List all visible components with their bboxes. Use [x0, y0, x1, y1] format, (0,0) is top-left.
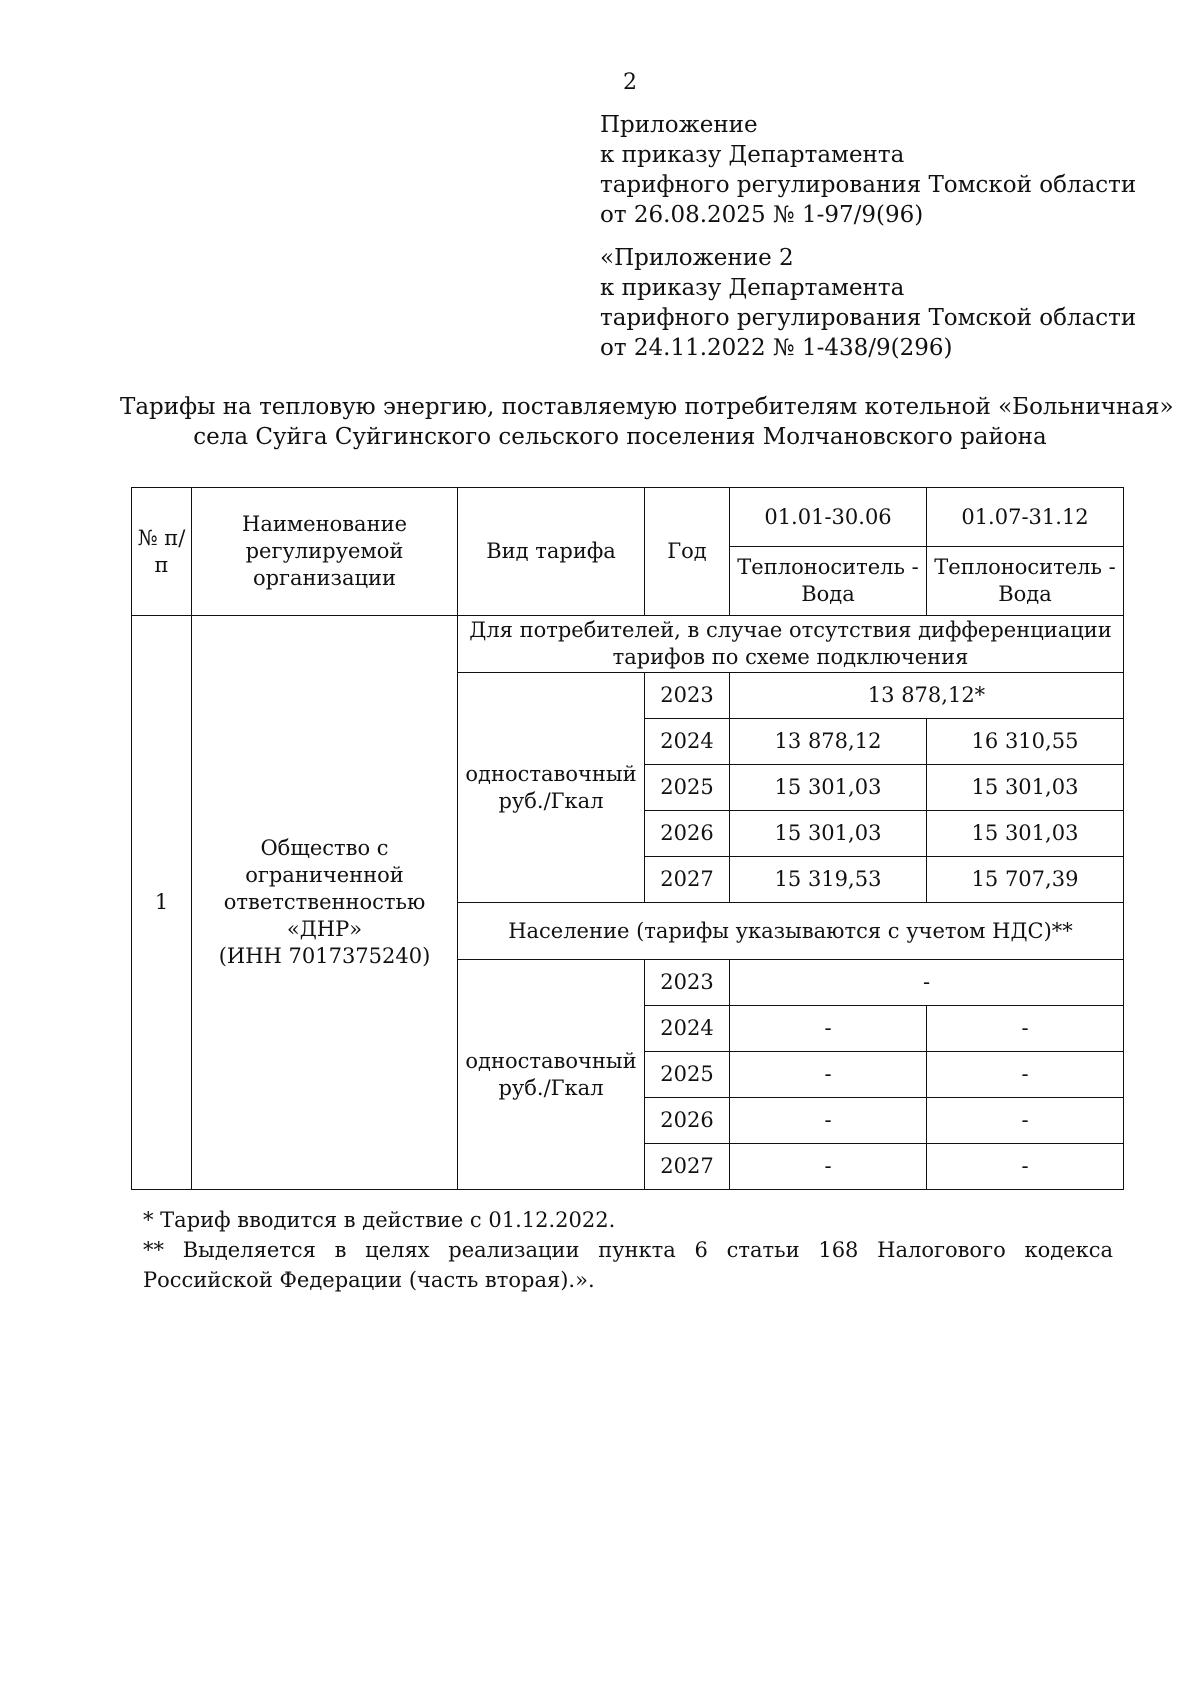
appendix-line: «Приложение 2: [600, 245, 794, 271]
org-line: ограниченной: [245, 863, 404, 887]
value-cell-h1: -: [730, 1098, 927, 1144]
header-period-1: 01.01-30.06: [730, 488, 927, 547]
value-cell-h1: 15 319,53: [730, 857, 927, 903]
org-line: ответственностью: [223, 890, 426, 914]
header-tariff-type: Вид тарифа: [458, 488, 645, 616]
value-cell-h1: -: [730, 1144, 927, 1190]
year-cell: 2025: [645, 765, 730, 811]
value-cell-merged: 13 878,12*: [730, 673, 1124, 719]
previous-appendix-header: [600, 243, 1136, 363]
value-cell-h2: -: [927, 1144, 1124, 1190]
header-num: № п/п: [132, 488, 192, 616]
page-number: 2: [623, 70, 637, 95]
value-cell-h2: 15 301,03: [927, 765, 1124, 811]
appendix-line: от 24.11.2022 № 1-438/9(296): [600, 335, 953, 361]
header-row: [132, 488, 1124, 547]
appendix-line: от 26.08.2025 № 1-97/9(96): [600, 202, 924, 228]
value-cell-h1: -: [730, 1052, 927, 1098]
footnote-2: ** Выделяется в целях реализации пункта 6 статьи 168 Налогового кодекса Российской Федерации (часть вторая).».: [143, 1238, 1113, 1292]
value-cell-h2: -: [927, 1052, 1124, 1098]
appendix-header: [600, 110, 1136, 230]
tariff-type-cell: одноставочный руб./Гкал: [458, 960, 645, 1190]
year-cell: 2026: [645, 1098, 730, 1144]
year-cell: 2025: [645, 1052, 730, 1098]
value-cell-h1: 15 301,03: [730, 765, 927, 811]
value-cell-h2: 15 707,39: [927, 857, 1124, 903]
value-cell-h2: 15 301,03: [927, 811, 1124, 857]
appendix-line: тарифного регулирования Томской области: [600, 305, 1137, 331]
organization-cell: [192, 616, 458, 1190]
group-title: Население (тарифы указываются с учетом НДС)**: [458, 903, 1124, 960]
year-cell: 2026: [645, 811, 730, 857]
org-line: (ИНН 7017375240): [218, 944, 431, 968]
group-header-row: [132, 616, 1124, 673]
header-year: Год: [645, 488, 730, 616]
org-line: Общество с: [260, 836, 389, 860]
row-number-cell: 1: [132, 616, 192, 1190]
value-cell-h2: -: [927, 1006, 1124, 1052]
header-carrier-2: Теплоноситель - Вода: [927, 547, 1124, 616]
year-cell: 2023: [645, 960, 730, 1006]
appendix-line: к приказу Департамента: [600, 142, 905, 168]
value-cell-h1: 15 301,03: [730, 811, 927, 857]
appendix-line: тарифного регулирования Томской области: [600, 172, 1137, 198]
tariff-table: [131, 487, 1124, 1190]
document-title: [120, 392, 1174, 452]
header-period-2: 01.07-31.12: [927, 488, 1124, 547]
title-line: села Суйга Суйгинского сельского поселения Молчановского района: [193, 424, 1047, 450]
year-cell: 2027: [645, 857, 730, 903]
year-cell: 2023: [645, 673, 730, 719]
header-org: Наименование регулируемой организации: [192, 488, 458, 616]
title-line: Тарифы на тепловую энергию, поставляемую потребителям котельной «Больничная»: [120, 394, 1174, 420]
footnotes: [143, 1205, 1113, 1295]
year-cell: 2027: [645, 1144, 730, 1190]
year-cell: 2024: [645, 1006, 730, 1052]
value-cell-h2: -: [927, 1098, 1124, 1144]
value-cell-h2: 16 310,55: [927, 719, 1124, 765]
year-cell: 2024: [645, 719, 730, 765]
value-cell-h1: 13 878,12: [730, 719, 927, 765]
org-line: «ДНР»: [286, 917, 363, 941]
appendix-line: Приложение: [600, 112, 758, 138]
group-title: Для потребителей, в случае отсутствия дифференциации тарифов по схеме подключения: [458, 616, 1124, 673]
header-carrier-1: Теплоноситель - Вода: [730, 547, 927, 616]
value-cell-merged: -: [730, 960, 1124, 1006]
appendix-line: к приказу Департамента: [600, 275, 905, 301]
tariff-type-cell: одноставочный руб./Гкал: [458, 673, 645, 903]
footnote-1: * Тариф вводится в действие с 01.12.2022.: [143, 1208, 616, 1232]
value-cell-h1: -: [730, 1006, 927, 1052]
